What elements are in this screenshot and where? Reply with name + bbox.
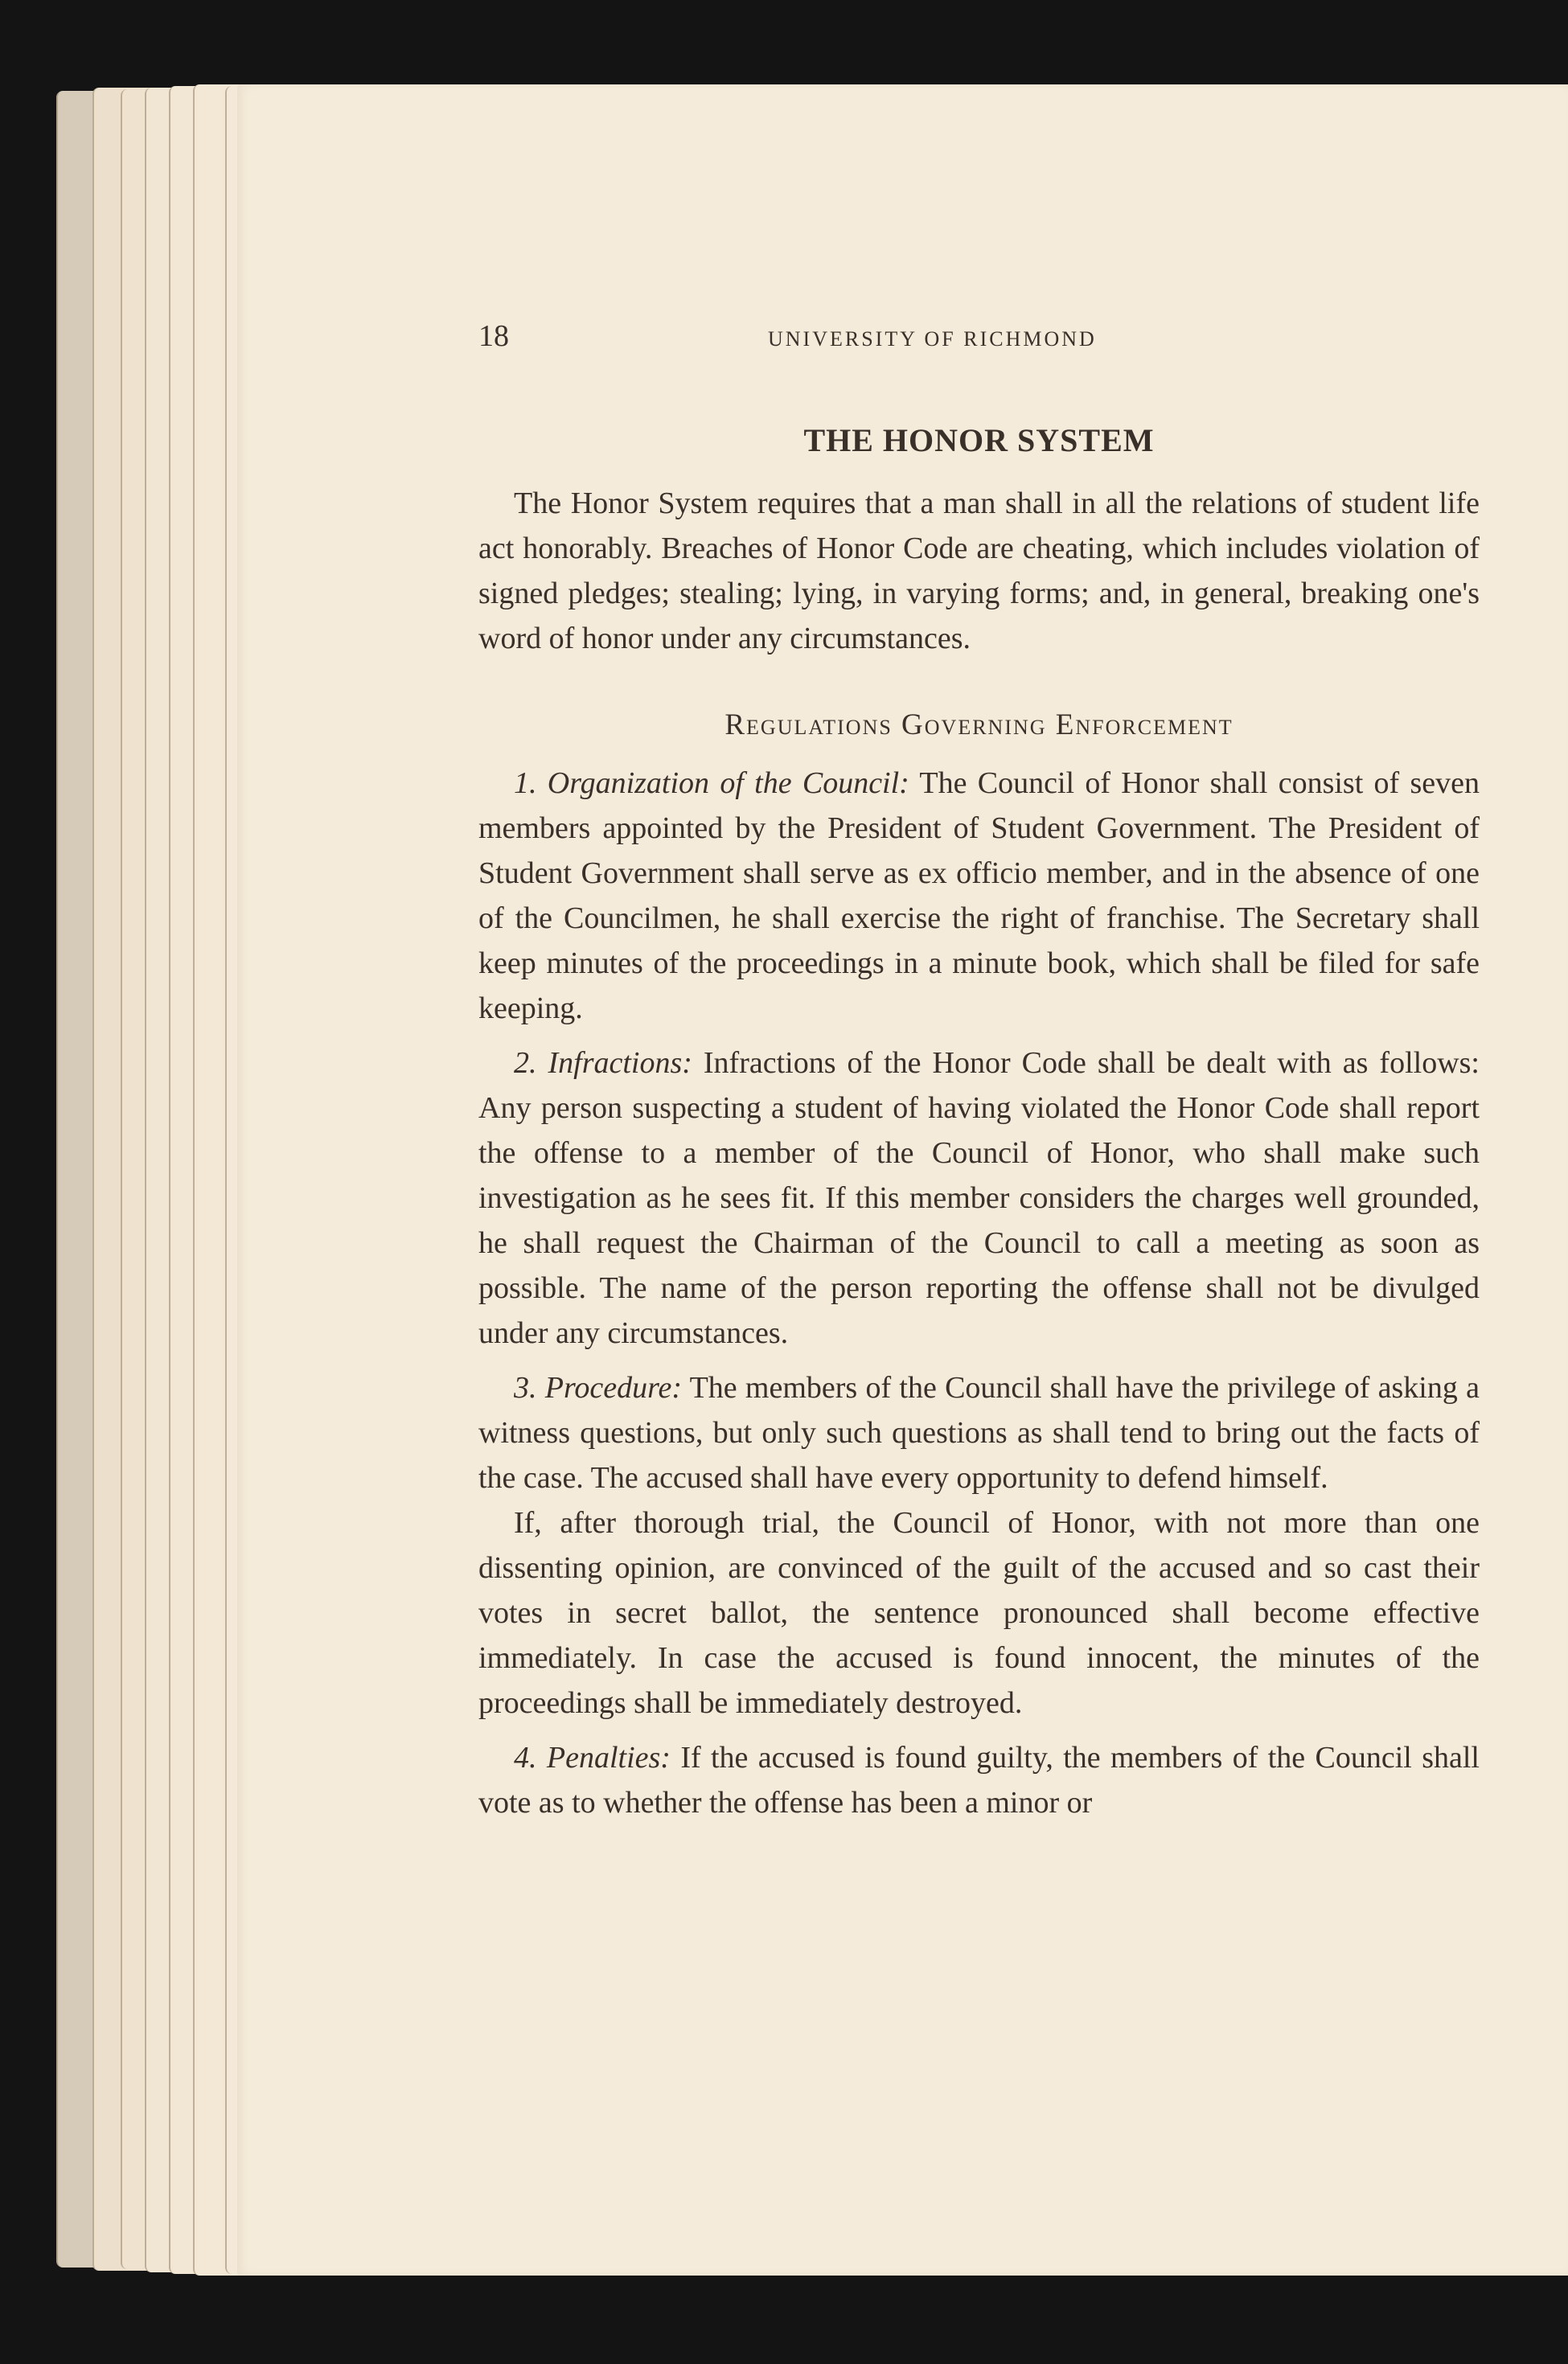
regulation-text: The members of the Council shall have the privilege of asking a witness questions, but only such questions as shall tend to bring out the facts of the case. The accused shall have every opportunity to defend himself. (478, 1371, 1480, 1495)
page-content (478, 314, 1480, 1825)
regulation-item-infractions (478, 1040, 1480, 1356)
procedure-continuation: If, after thorough trial, the Council of Honor, with not more than one dissenting opinion, are convinced of the guilt of the accused and so cast their votes in secret ballot, the sentence pronounced shall become effective immediately. In case the accused is found innocent, the minutes of the proceedings shall be immediately destroyed. (478, 1506, 1480, 1720)
regulation-text: Infractions of the Honor Code shall be dealt with as follows: Any person suspecting a student of having violated the Honor Code shall report the offense to a member of the Council of Honor, who shall make such investigation as he sees fit. If this member considers the charges well grounded, he shall request the Chairman of the Council to call a meeting as soon as possible. The name of the person reporting the offense shall not be divulged under any circumstances. (478, 1046, 1480, 1350)
section-title: THE HONOR SYSTEM (803, 422, 1155, 458)
regulation-heading: 4. Penalties: (514, 1741, 671, 1775)
regulations-title: Regulations Governing Enforcement (724, 708, 1233, 741)
intro-paragraph: The Honor System requires that a man shall in all the relations of student life act honorably. Breaches of Honor Code are cheating, which includes violation of signed pledges; stealing; lying, in varying forms; and, in general, breaking one's word of honor under any circumstances. (478, 486, 1480, 655)
regulation-text: The Council of Honor shall consist of seven members appointed by the President of Student Government. The President of Student Government shall serve as ex officio member, and in the absence of one of the Councilmen, he shall exercise the right of franchise. The Secretary shall keep minutes of the proceedings in a minute book, which shall be filed for safe keeping. (478, 766, 1480, 1025)
regulation-item-organization (478, 761, 1480, 1031)
regulation-heading: 3. Procedure: (514, 1371, 682, 1405)
regulation-heading: 2. Infractions: (514, 1046, 692, 1080)
regulation-item-procedure (478, 1365, 1480, 1500)
regulation-item-penalties (478, 1735, 1480, 1825)
regulation-heading: 1. Organization of the Council: (514, 766, 909, 800)
running-title: UNIVERSITY OF RICHMOND (768, 327, 1097, 351)
page-number: 18 (478, 319, 509, 353)
running-head (478, 314, 1480, 362)
regulation-text: If the accused is found guilty, the members of the Council shall vote as to whether the offense has been a minor or (478, 1741, 1480, 1820)
